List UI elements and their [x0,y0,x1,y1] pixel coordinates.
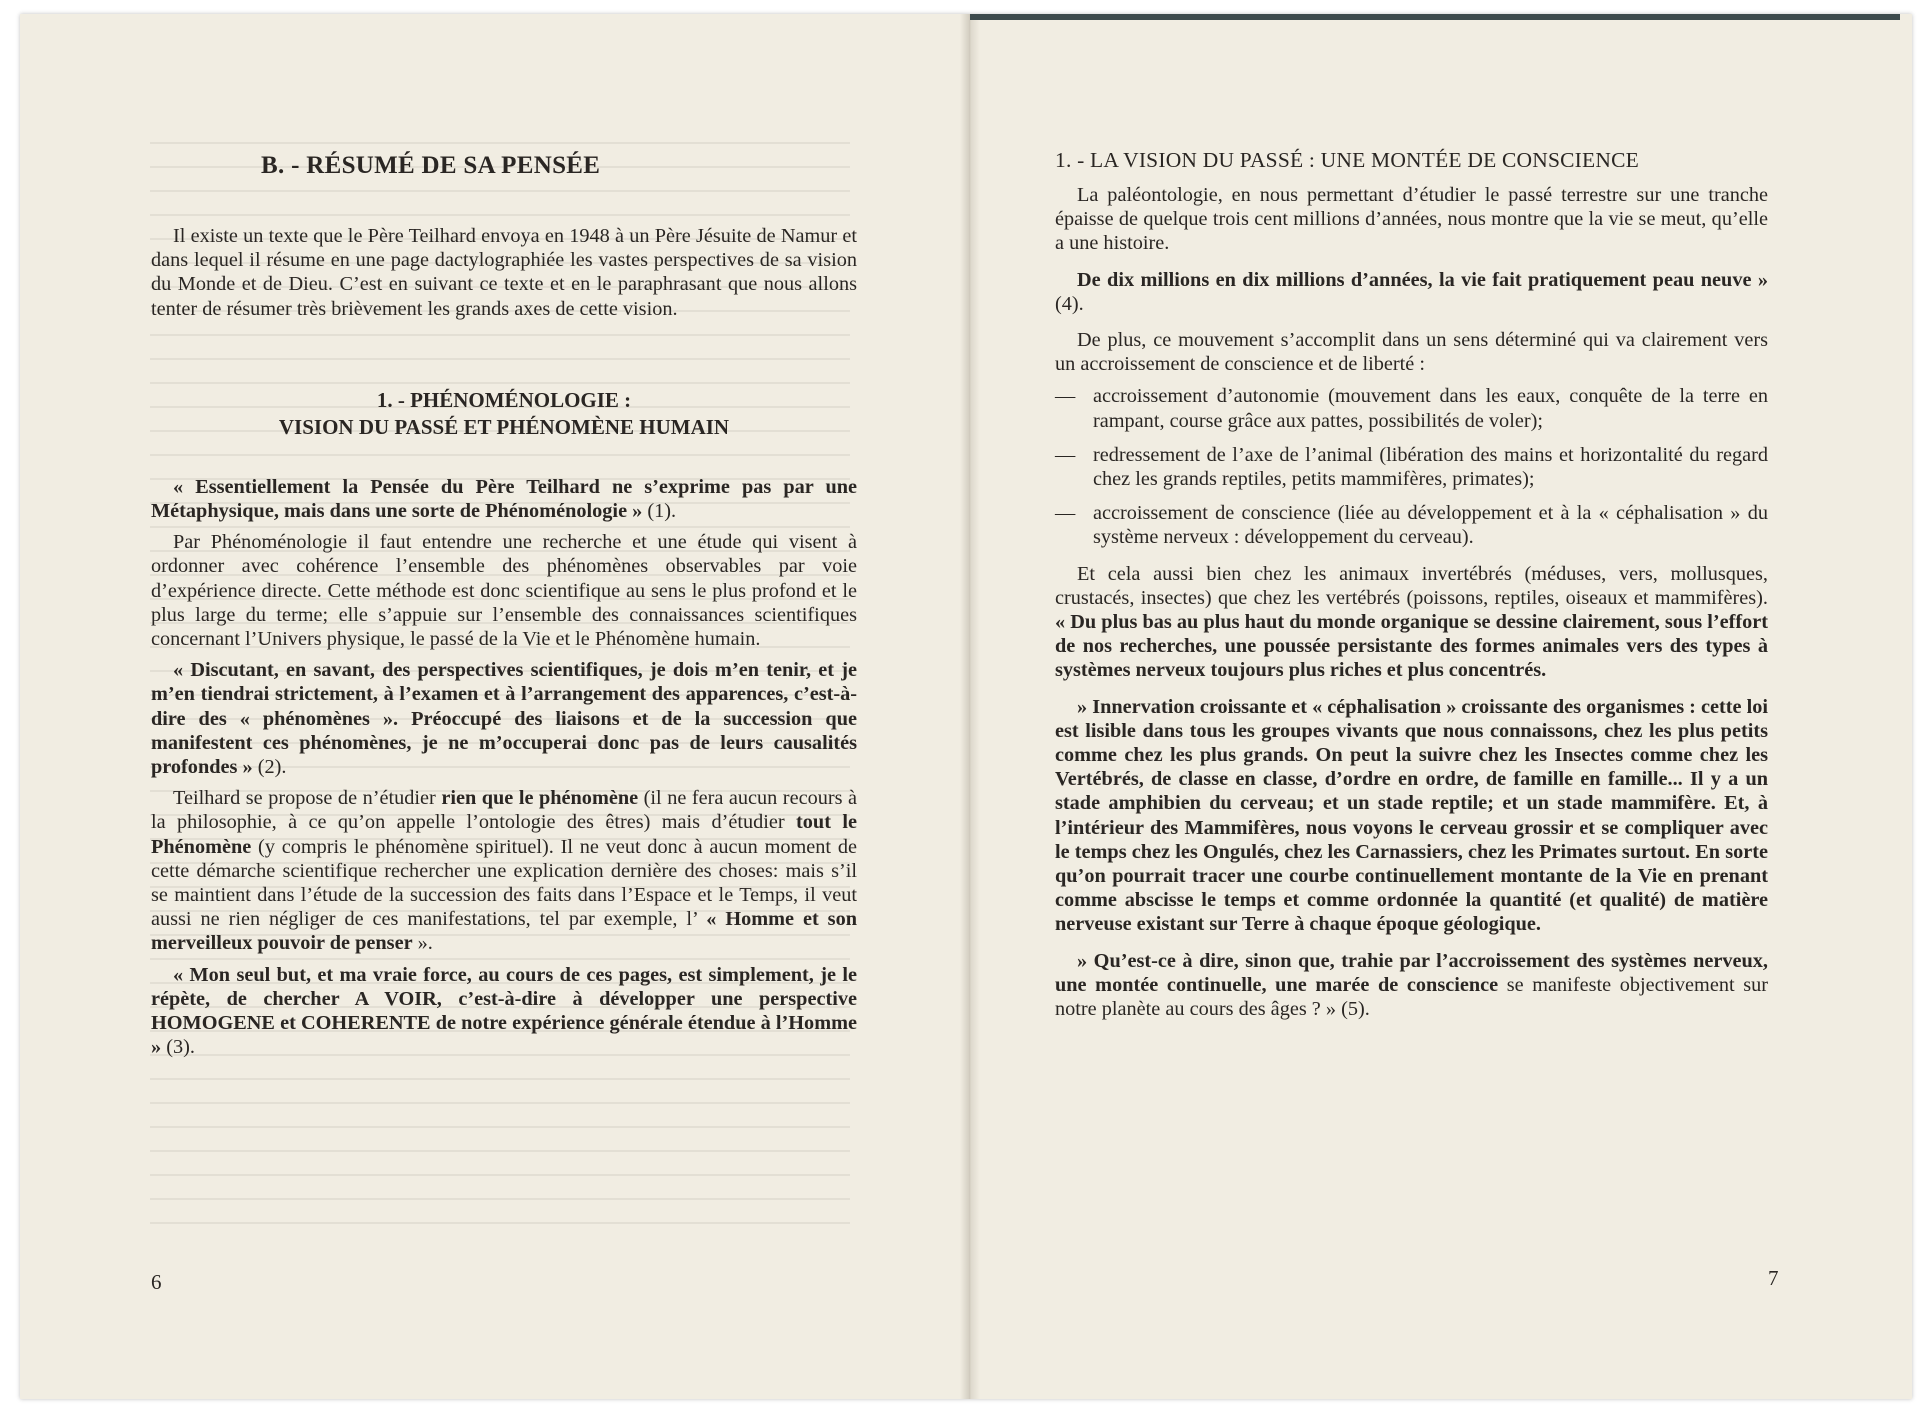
quote-4-ref: (4). [1055,292,1084,315]
quote-3-text: « Mon seul but, et ma vraie force, au cours de ces pages, est simplement, je le répète, de chercher A VOIR, c’est-à-dire à développer une perspective HOMOGENE et COHERENTE de notre expérience générale étendue à l’Homme » [151,963,857,1059]
right-page-title: 1. - LA VISION DU PASSÉ : UNE MONTÉE DE CONSCIENCE [1055,148,1639,172]
paragraph-phenomenologie: Par Phénoménologie il faut entendre une recherche et une étude qui visent à ordonner avec cohérence l’ensemble des phénomènes observables par voie d’expérience directe. Cette méthode est donc scientifique au sens le plus profond et le plus large du terme; elle s’appuie sur l’ensemble des connaissances scientifiques concernant l’Univers physique, le passé de la Vie et le Phénomène humain. [151,531,857,651]
page-number-left: 6 [151,1270,162,1294]
quote-5 [1055,949,1768,1022]
quote-2-ref: (2). [252,756,287,779]
chapter-title-line-2: VISION DU PASSÉ ET PHÉNOMÈNE HUMAIN [278,414,730,439]
para3-f: « Homme et son merveilleux pouvoir de penser [151,908,857,955]
quote-5-tail: se manifeste objectivement sur notre planète au cours des âges ? » [1055,973,1768,1021]
paragraph-teilhard [151,786,857,955]
section-title: B. - RÉSUMÉ DE SA PENSÉE [261,152,601,179]
quote-5-ref: (5). [1336,998,1370,1021]
quote-4-text: De dix millions en dix millions d’années, la vie fait pratiquement peau neuve » [1077,268,1768,291]
intro-paragraph: Il existe un texte que le Père Teilhard envoya en 1948 à un Père Jésuite de Namur et dans lequel il résume en une page dactylographiée les vastes perspectives de sa vision du Monde et de Dieu. C’est en suivant ce texte et en le paraphrasant que nous allons tenter de résumer très brièvement les grands axes de cette vision. [151,225,857,320]
list-item: — accroissement de conscience (liée au développement et à la « céphalisation » du système nerveux : développement du cerveau). [1055,501,1768,549]
page-number-right: 7 [1768,1266,1779,1290]
quote-1-ref: (1). [642,500,677,523]
para3-g: ». [412,932,433,955]
quote-5-text: » Qu’est-ce à dire, sinon que, trahie par l’accroissement des systèmes nerveux, une montée continuelle, une marée de conscience [1055,949,1768,996]
quote-4 [1055,268,1768,316]
evolution-list [1055,384,1768,549]
paragraph-paleontologie: La paléontologie, en nous permettant d’étudier le passé terrestre sur une tranche épaisse de quelque trois cent millions d’années, nous montre que la vie se meut, qu’elle a une histoire. [1055,184,1768,255]
para3-a: Teilhard se propose de n’étudier [173,787,442,810]
quote-3 [151,963,857,1060]
quote-2-text: « Discutant, en savant, des perspectives scientifiques, je dois m’en tenir, et je m’en tiendrai strictement, à l’examen et à l’arrangement des apparences, c’est-à-dire des « phénomènes ». Préoccupé des liaisons et de la succession que manifestent ces phénomènes, je ne m’occuperai donc pas de leurs causalités profondes » [151,659,857,779]
quote-3-ref: (3). [161,1036,195,1059]
paragraph-mouvement: De plus, ce mouvement s’accomplit dans un sens déterminé qui va clairement vers un accroissement de conscience et de liberté : [1055,329,1768,376]
chapter-title [151,387,857,441]
para3-b: « Du plus bas au plus haut du monde organique se dessine clairement, sous l’effort de nos recherches, une poussée persistante des formes animales vers des types à systèmes nerveux toujours plus riches et plus concentrés. [1055,611,1768,682]
quote-1-text: « Essentiellement la Pensée du Père Teilhard ne s’exprime pas par une Métaphysique, mais dans une sorte de Phénoménologie » [151,475,857,523]
quote-1 [151,475,857,523]
para3-a: Et cela aussi bien chez les animaux invertébrés (méduses, vers, mollusques, crustacés, insectes) que chez les vertébrés (poissons, reptiles, oiseaux et mammifères). [1055,562,1768,609]
para3-d: tout le Phénomène [151,811,857,858]
paragraph-invertebres [1055,562,1768,683]
list-item: — redressement de l’axe de l’animal (libération des mains et horizontalité du regard chez les grands reptiles, petits mammifères, primates); [1055,443,1768,491]
quote-2 [151,658,857,779]
right-page [970,14,1912,1399]
para3-b: rien que le phénomène [441,787,639,810]
para3-c: (il ne fera aucun recours à la philosophie, à ce qu’on appelle l’ontologie des êtres) mais d’étudier [151,787,858,834]
quote-innervation [1055,695,1768,937]
chapter-title-line-1: 1. - PHÉNOMÉNOLOGIE : [376,387,632,412]
right-page-content [1055,148,1768,1021]
quote-innervation-text: » Innervation croissante et « céphalisation » croissante des organismes : cette loi est lisible dans tous les groupes vivants que nous connaissons, chez les plus petits comme chez les plus grands. On peut la suivre chez les Insectes comme chez les Vertébrés, de classe en classe, d’ordre en ordre, de famille en famille... Il y a un stade amphibien du cerveau; et un stade reptile; et un stade mammifère. Et, à l’intérieur des Mammifères, nous voyons le cerveau grossir et se compliquer avec le temps chez les Ongulés, chez les Carnassiers, chez les Primates surtout. En sorte qu’on pourrait tracer une courbe continuellement montante de la Vie en prenant comme abscisse le temps et comme ordonnée la quantité (et qualité) de matière nerveuse existant sur Terre à chaque époque géologique. [1055,695,1768,936]
book-spread [20,14,1912,1399]
para3-e: (y compris le phénomène spirituel). Il ne veut donc à aucun moment de cette démarche scientifique rechercher une explication dernière des choses: mais s’il se maintient dans l’étude de la succession des faits dans l’Espace et le Temps, il veut aussi ne rien négliger de ces manifestations, tel par exemple, l’ [151,835,857,931]
list-item: — accroissement d’autonomie (mouvement dans les eaux, conquête de la terre en rampant, course grâce aux pattes, possibilités de voler); [1055,384,1768,432]
left-page-content [151,152,857,1059]
left-page [20,14,970,1399]
